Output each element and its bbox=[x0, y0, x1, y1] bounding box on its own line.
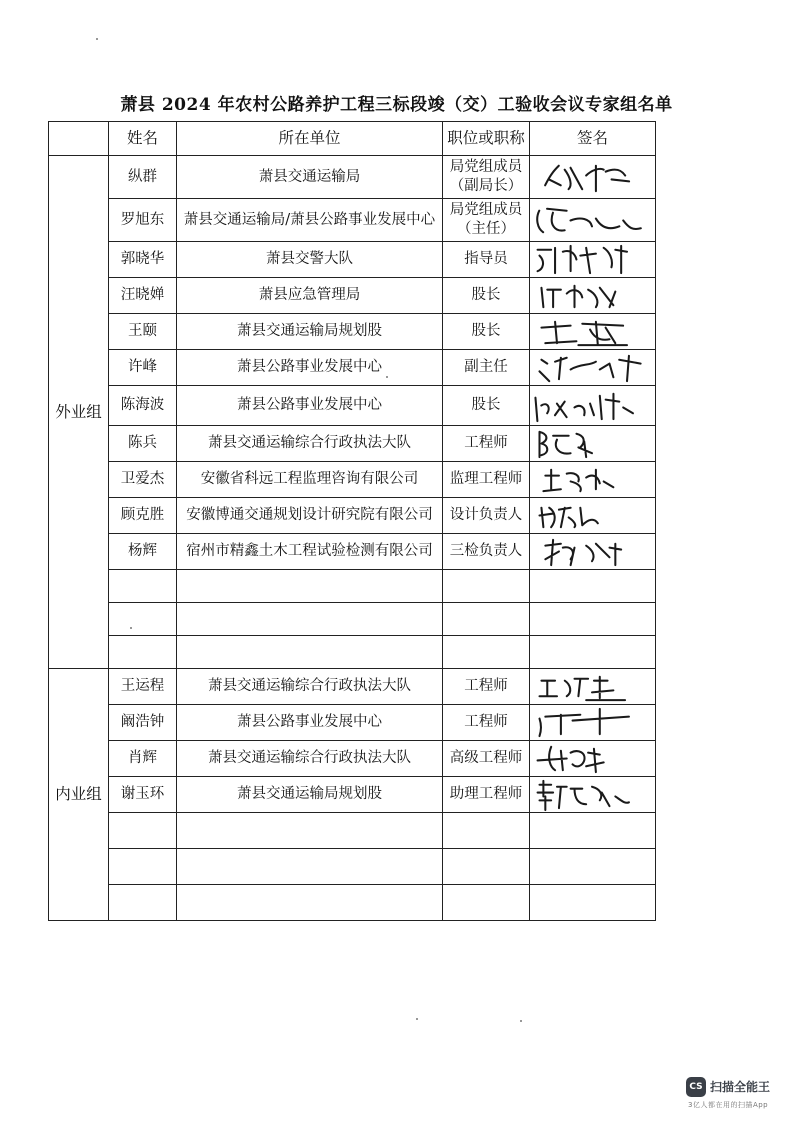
member-position: 工程师 bbox=[443, 669, 530, 705]
handwritten-signature bbox=[530, 705, 654, 740]
table-row bbox=[49, 534, 656, 570]
scan-speck bbox=[520, 1020, 522, 1022]
empty-row bbox=[49, 603, 656, 636]
signature-header: 签名 bbox=[530, 122, 656, 156]
member-position: 副主任 bbox=[443, 350, 530, 386]
handwritten-signature bbox=[530, 350, 654, 385]
scan-speck bbox=[416, 1018, 418, 1020]
empty-row bbox=[49, 885, 656, 921]
handwritten-signature bbox=[530, 669, 654, 704]
handwritten-signature bbox=[530, 242, 654, 277]
member-position: 工程师 bbox=[443, 426, 530, 462]
member-unit: 安徽省科远工程监理咨询有限公司 bbox=[177, 462, 443, 498]
member-name: 纵群 bbox=[109, 156, 177, 199]
scan-speck bbox=[96, 38, 98, 40]
table-row bbox=[49, 242, 656, 278]
empty-row bbox=[49, 570, 656, 603]
scan-speck bbox=[386, 376, 388, 378]
position-header: 职位或职称 bbox=[443, 122, 530, 156]
signature-cell bbox=[530, 350, 656, 386]
unit-header: 所在单位 bbox=[177, 122, 443, 156]
table-row bbox=[49, 462, 656, 498]
member-unit: 萧县公路事业发展中心 bbox=[177, 350, 443, 386]
handwritten-signature bbox=[530, 199, 654, 241]
handwritten-signature bbox=[530, 534, 654, 569]
handwritten-signature bbox=[530, 777, 654, 812]
handwritten-signature bbox=[530, 426, 654, 461]
member-position: 设计负责人 bbox=[443, 498, 530, 534]
table-row bbox=[49, 199, 656, 242]
table-row bbox=[49, 669, 656, 705]
table-row bbox=[49, 498, 656, 534]
member-name: 陈海波 bbox=[109, 386, 177, 426]
member-name: 陈兵 bbox=[109, 426, 177, 462]
member-unit: 萧县交通运输局规划股 bbox=[177, 314, 443, 350]
table-row bbox=[49, 350, 656, 386]
expert-roster-table bbox=[48, 121, 656, 921]
handwritten-signature bbox=[530, 314, 654, 349]
member-position: 局党组成员（主任） bbox=[443, 199, 530, 242]
camscanner-logo-icon: CS bbox=[686, 1077, 706, 1097]
document-title: 萧县 2024 年农村公路养护工程三标段竣（交）工验收会议专家组名单 bbox=[120, 95, 673, 115]
member-position: 股长 bbox=[443, 314, 530, 350]
member-unit: 宿州市精鑫土木工程试验检测有限公司 bbox=[177, 534, 443, 570]
table-row bbox=[49, 156, 656, 199]
signature-cell bbox=[530, 426, 656, 462]
empty-row bbox=[49, 813, 656, 849]
member-name: 阚浩钟 bbox=[109, 705, 177, 741]
member-unit: 萧县公路事业发展中心 bbox=[177, 705, 443, 741]
empty-row bbox=[49, 849, 656, 885]
member-position: 监理工程师 bbox=[443, 462, 530, 498]
signature-cell bbox=[530, 498, 656, 534]
member-name: 谢玉环 bbox=[109, 777, 177, 813]
table-row bbox=[49, 741, 656, 777]
scanner-app-watermark bbox=[686, 1075, 786, 1115]
member-name: 顾克胜 bbox=[109, 498, 177, 534]
signature-cell bbox=[530, 705, 656, 741]
outer-group-label: 外业组 bbox=[49, 156, 109, 669]
header-row bbox=[49, 122, 656, 156]
handwritten-signature bbox=[530, 498, 654, 533]
handwritten-signature bbox=[530, 386, 654, 425]
name-header: 姓名 bbox=[109, 122, 177, 156]
handwritten-signature bbox=[530, 741, 654, 776]
member-unit: 萧县公路事业发展中心 bbox=[177, 386, 443, 426]
watermark-slogan: 3亿人都在用的扫描App bbox=[688, 1101, 769, 1109]
member-name: 杨辉 bbox=[109, 534, 177, 570]
handwritten-signature bbox=[530, 278, 654, 313]
signature-cell bbox=[530, 314, 656, 350]
member-position: 股长 bbox=[443, 386, 530, 426]
group-header bbox=[49, 122, 109, 156]
signature-cell bbox=[530, 156, 656, 199]
table-row bbox=[49, 278, 656, 314]
signature-cell bbox=[530, 669, 656, 705]
member-name: 王颐 bbox=[109, 314, 177, 350]
signature-cell bbox=[530, 534, 656, 570]
signature-cell bbox=[530, 242, 656, 278]
member-name: 罗旭东 bbox=[109, 199, 177, 242]
member-unit: 萧县交通运输局/萧县公路事业发展中心 bbox=[177, 199, 443, 242]
member-position: 股长 bbox=[443, 278, 530, 314]
member-unit: 安徽博通交通规划设计研究院有限公司 bbox=[177, 498, 443, 534]
member-name: 许峰 bbox=[109, 350, 177, 386]
member-position: 高级工程师 bbox=[443, 741, 530, 777]
signature-cell bbox=[530, 741, 656, 777]
signature-cell bbox=[530, 278, 656, 314]
member-position: 工程师 bbox=[443, 705, 530, 741]
member-unit: 萧县交通运输局规划股 bbox=[177, 777, 443, 813]
member-unit: 萧县应急管理局 bbox=[177, 278, 443, 314]
table-row bbox=[49, 386, 656, 426]
member-position: 指导员 bbox=[443, 242, 530, 278]
member-name: 卫爱杰 bbox=[109, 462, 177, 498]
table-row bbox=[49, 777, 656, 813]
member-name: 郭晓华 bbox=[109, 242, 177, 278]
member-name: 汪晓婵 bbox=[109, 278, 177, 314]
member-name: 王运程 bbox=[109, 669, 177, 705]
scan-speck bbox=[130, 627, 132, 629]
member-position: 三检负责人 bbox=[443, 534, 530, 570]
member-position: 助理工程师 bbox=[443, 777, 530, 813]
empty-row bbox=[49, 636, 656, 669]
member-position: 局党组成员（副局长） bbox=[443, 156, 530, 199]
member-unit: 萧县交通运输综合行政执法大队 bbox=[177, 741, 443, 777]
signature-cell bbox=[530, 199, 656, 242]
signature-cell bbox=[530, 777, 656, 813]
table-row bbox=[49, 314, 656, 350]
watermark-app-name: 扫描全能王 bbox=[710, 1080, 771, 1094]
signature-cell bbox=[530, 462, 656, 498]
member-name: 肖辉 bbox=[109, 741, 177, 777]
member-unit: 萧县交通运输综合行政执法大队 bbox=[177, 669, 443, 705]
member-unit: 萧县交警大队 bbox=[177, 242, 443, 278]
handwritten-signature bbox=[530, 156, 654, 198]
inner-group-label: 内业组 bbox=[49, 669, 109, 921]
table-row bbox=[49, 705, 656, 741]
member-unit: 萧县交通运输局 bbox=[177, 156, 443, 199]
table-row bbox=[49, 426, 656, 462]
signature-cell bbox=[530, 386, 656, 426]
handwritten-signature bbox=[530, 462, 654, 497]
member-unit: 萧县交通运输综合行政执法大队 bbox=[177, 426, 443, 462]
